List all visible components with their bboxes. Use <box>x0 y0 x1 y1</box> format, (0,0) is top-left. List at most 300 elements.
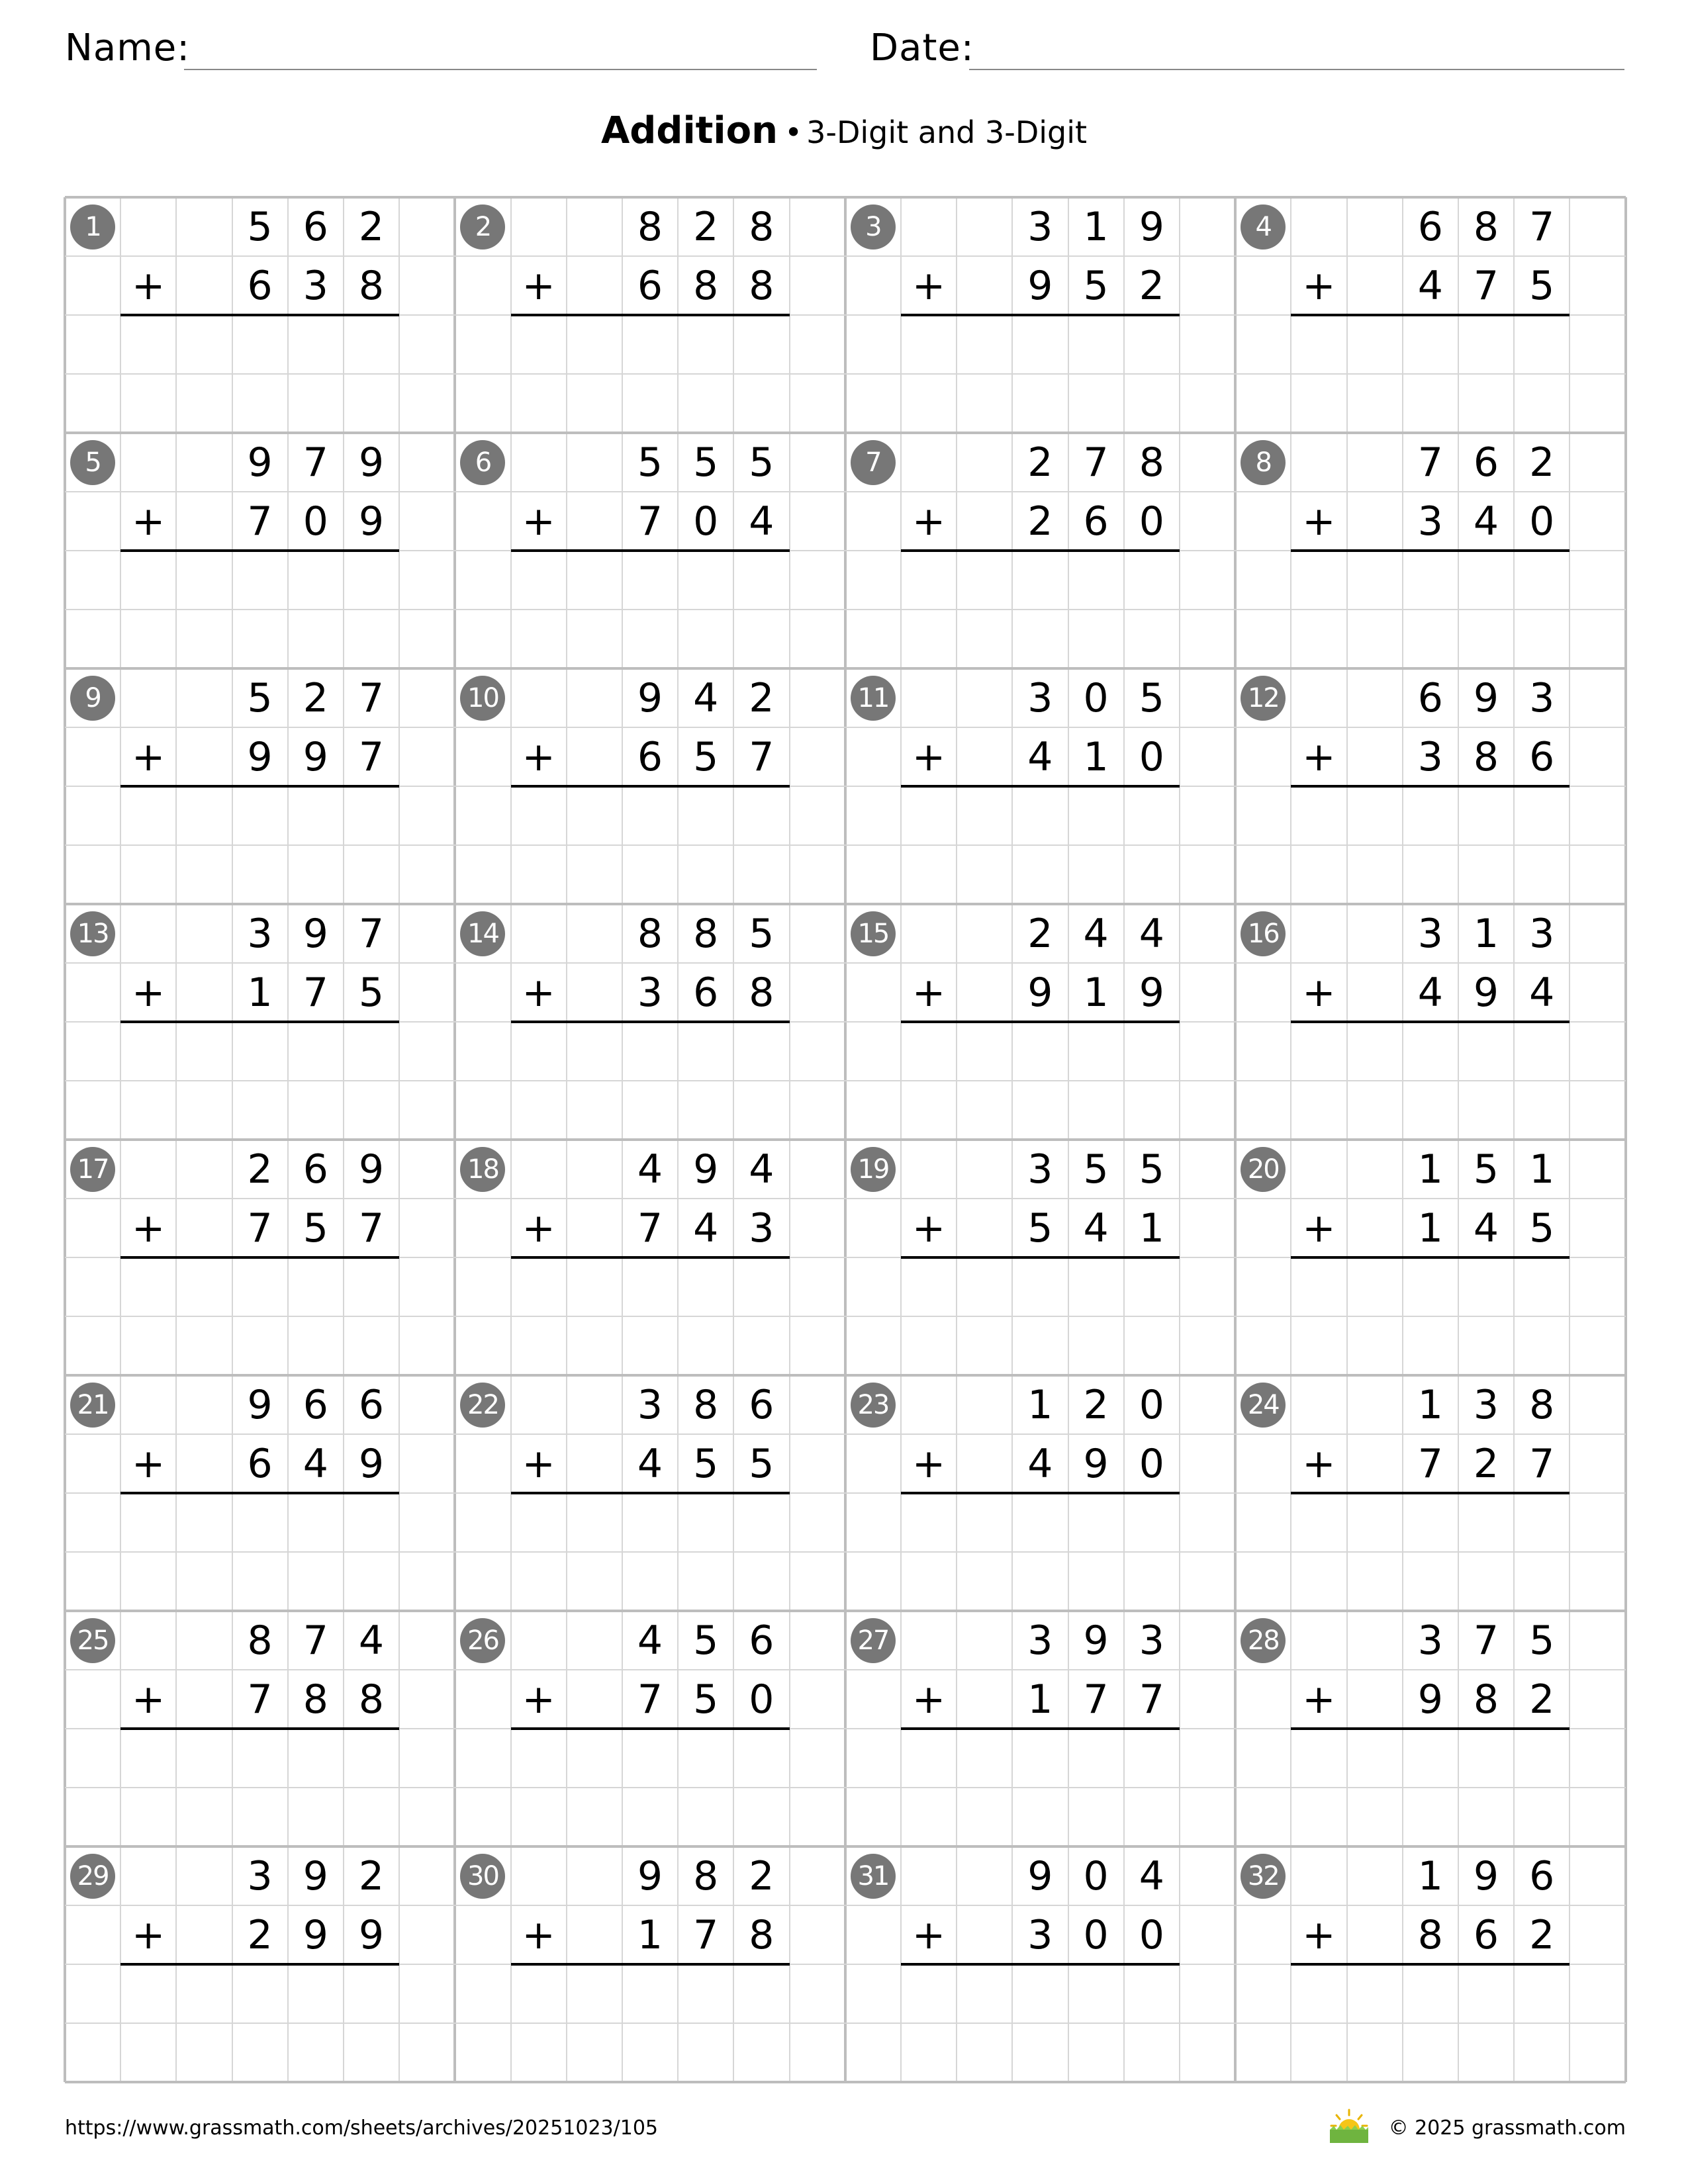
answer-cell[interactable] <box>678 1022 733 1081</box>
problem-number-badge: 31 <box>851 1854 896 1899</box>
answer-cell[interactable] <box>1403 1257 1458 1316</box>
bottom-digit: 8 <box>358 1676 385 1723</box>
top-digit: 7 <box>303 1617 328 1664</box>
footer-url: https://www.grassmath.com/sheets/archives/20251023/105 <box>65 2116 659 2140</box>
bottom-digit: 9 <box>247 734 273 780</box>
top-digit: 4 <box>1139 1853 1164 1899</box>
answer-cell[interactable] <box>1514 315 1570 374</box>
top-digit: 9 <box>247 1382 273 1428</box>
addition-problem <box>455 433 845 668</box>
top-digit: 2 <box>358 204 385 250</box>
answer-cell[interactable] <box>1068 1729 1124 1788</box>
bottom-digit: 9 <box>358 1441 385 1487</box>
answer-cell[interactable] <box>678 1964 733 2023</box>
plus-sign: + <box>1302 1676 1336 1723</box>
top-digit: 2 <box>1027 439 1053 486</box>
answer-cell[interactable] <box>1068 1257 1124 1316</box>
answer-cell[interactable] <box>288 1964 344 2023</box>
top-digit: 3 <box>247 1853 273 1899</box>
top-digit: 9 <box>1027 1853 1053 1899</box>
addition-problem <box>845 668 1235 904</box>
answer-cell[interactable] <box>176 1964 232 2023</box>
plus-sign: + <box>132 1205 165 1251</box>
answer-cell[interactable] <box>1403 551 1458 610</box>
bottom-digit: 9 <box>1473 970 1499 1016</box>
addition-problem <box>65 197 455 433</box>
plus-sign: + <box>1302 1912 1336 1958</box>
top-digit: 7 <box>1417 439 1443 486</box>
answer-cell[interactable] <box>1068 1493 1124 1552</box>
answer-cell[interactable] <box>567 315 622 374</box>
name-line[interactable] <box>184 69 817 70</box>
answer-cell[interactable] <box>1514 1729 1570 1788</box>
answer-cell[interactable] <box>1347 1493 1403 1552</box>
addition-problem <box>65 1375 455 1611</box>
top-digit: 9 <box>637 675 663 721</box>
bottom-digit: 1 <box>1417 1205 1443 1251</box>
bottom-digit: 6 <box>1083 498 1109 545</box>
top-digit: 2 <box>1529 439 1555 486</box>
answer-cell[interactable] <box>1403 1729 1458 1788</box>
answer-cell[interactable] <box>733 1729 789 1788</box>
answer-cell[interactable] <box>1124 1729 1180 1788</box>
bottom-digit: 5 <box>693 1676 719 1723</box>
answer-cell[interactable] <box>678 786 733 845</box>
bottom-digit: 8 <box>1473 734 1499 780</box>
top-digit: 3 <box>1027 1146 1053 1193</box>
answer-cell[interactable] <box>1124 1493 1180 1552</box>
answer-cell[interactable] <box>288 1729 344 1788</box>
problem-number-badge: 10 <box>460 676 505 721</box>
answer-cell[interactable] <box>1068 315 1124 374</box>
top-digit: 5 <box>247 675 273 721</box>
addition-problem <box>455 1375 845 1611</box>
top-digit: 3 <box>1529 675 1555 721</box>
problem-number-badge: 5 <box>70 440 115 485</box>
answer-cell[interactable] <box>1347 786 1403 845</box>
answer-cell[interactable] <box>622 551 678 610</box>
answer-cell[interactable] <box>176 1257 232 1316</box>
answer-cell[interactable] <box>1012 1729 1068 1788</box>
answer-cell[interactable] <box>1124 786 1180 845</box>
answer-cell[interactable] <box>1347 1022 1403 1081</box>
answer-cell[interactable] <box>733 1493 789 1552</box>
answer-cell[interactable] <box>957 1729 1012 1788</box>
answer-cell[interactable] <box>1514 551 1570 610</box>
answer-cell[interactable] <box>678 551 733 610</box>
answer-cell[interactable] <box>957 1493 1012 1552</box>
top-digit: 8 <box>637 911 663 957</box>
answer-cell[interactable] <box>344 1493 399 1552</box>
bottom-digit: 2 <box>1139 263 1164 309</box>
answer-cell[interactable] <box>344 1964 399 2023</box>
answer-cell[interactable] <box>622 1022 678 1081</box>
bottom-digit: 9 <box>1027 970 1053 1016</box>
problem-number-badge: 7 <box>851 440 896 485</box>
answer-cell[interactable] <box>1124 1964 1180 2023</box>
addition-problem <box>845 1611 1235 1846</box>
bottom-digit: 5 <box>1529 263 1555 309</box>
addition-problem <box>845 1846 1235 2082</box>
answer-cell[interactable] <box>288 315 344 374</box>
problem-number-badge: 28 <box>1241 1618 1286 1663</box>
top-digit: 6 <box>303 1146 328 1193</box>
answer-cell[interactable] <box>344 1257 399 1316</box>
bottom-digit: 6 <box>1473 1912 1499 1958</box>
top-digit: 7 <box>303 439 328 486</box>
sun-over-grass-icon <box>1327 2109 1371 2144</box>
title-subtitle: 3-Digit and 3-Digit <box>806 114 1088 150</box>
top-digit: 1 <box>1417 1146 1443 1193</box>
top-digit: 3 <box>247 911 273 957</box>
answer-cell[interactable] <box>1458 786 1514 845</box>
answer-cell[interactable] <box>957 1964 1012 2023</box>
bottom-digit: 9 <box>1027 263 1053 309</box>
top-digit: 0 <box>1083 675 1109 721</box>
answer-cell[interactable] <box>567 551 622 610</box>
answer-cell[interactable] <box>567 1493 622 1552</box>
answer-cell[interactable] <box>957 786 1012 845</box>
answer-cell[interactable] <box>344 315 399 374</box>
top-digit: 6 <box>1473 439 1499 486</box>
bottom-digit: 3 <box>749 1205 774 1251</box>
bottom-digit: 6 <box>1529 734 1555 780</box>
top-digit: 2 <box>303 675 328 721</box>
answer-cell[interactable] <box>622 786 678 845</box>
problem-number-badge: 21 <box>70 1383 115 1428</box>
top-digit: 7 <box>358 911 385 957</box>
bottom-digit: 4 <box>1417 263 1443 309</box>
answer-cell[interactable] <box>232 551 288 610</box>
answer-cell[interactable] <box>733 1257 789 1316</box>
bottom-digit: 4 <box>1473 498 1499 545</box>
top-digit: 4 <box>1139 911 1164 957</box>
answer-cell[interactable] <box>1514 1022 1570 1081</box>
answer-cell[interactable] <box>957 551 1012 610</box>
bottom-digit: 5 <box>749 1441 774 1487</box>
plus-sign: + <box>132 1912 165 1958</box>
plus-sign: + <box>132 498 165 545</box>
answer-cell[interactable] <box>288 551 344 610</box>
addition-problem <box>1235 1611 1625 1846</box>
problem-number-badge: 1 <box>70 205 115 250</box>
bottom-digit: 4 <box>693 1205 719 1251</box>
bottom-digit: 0 <box>1139 1441 1164 1487</box>
answer-cell[interactable] <box>1403 786 1458 845</box>
answer-cell[interactable] <box>1012 1257 1068 1316</box>
answer-cell[interactable] <box>1458 315 1514 374</box>
answer-cell[interactable] <box>1514 1964 1570 2023</box>
addition-problem <box>65 668 455 904</box>
problem-number-badge: 30 <box>460 1854 505 1899</box>
problem-number-badge: 4 <box>1241 205 1286 250</box>
plus-sign: + <box>1302 1205 1336 1251</box>
bottom-digit: 8 <box>1473 1676 1499 1723</box>
top-digit: 6 <box>749 1617 774 1664</box>
top-digit: 2 <box>1027 911 1053 957</box>
answer-cell[interactable] <box>1347 1964 1403 2023</box>
title-separator: • <box>784 114 803 150</box>
answer-cell[interactable] <box>1124 551 1180 610</box>
answer-cell[interactable] <box>957 1257 1012 1316</box>
top-digit: 1 <box>1027 1382 1053 1428</box>
bottom-digit: 1 <box>1083 734 1109 780</box>
top-digit: 3 <box>1027 1617 1053 1664</box>
bottom-digit: 2 <box>1529 1676 1555 1723</box>
answer-cell[interactable] <box>1124 315 1180 374</box>
answer-cell[interactable] <box>1012 1022 1068 1081</box>
top-digit: 9 <box>637 1853 663 1899</box>
answer-cell[interactable] <box>733 1022 789 1081</box>
plus-sign: + <box>1302 1441 1336 1487</box>
top-digit: 5 <box>1529 1617 1555 1664</box>
answer-cell[interactable] <box>1347 551 1403 610</box>
addition-problem <box>65 1846 455 2082</box>
top-digit: 6 <box>303 1382 328 1428</box>
answer-cell[interactable] <box>232 315 288 374</box>
answer-cell[interactable] <box>176 1493 232 1552</box>
addition-problem <box>1235 1140 1625 1375</box>
answer-cell[interactable] <box>1403 1022 1458 1081</box>
bottom-digit: 4 <box>749 498 774 545</box>
answer-cell[interactable] <box>733 315 789 374</box>
top-digit: 5 <box>1139 675 1164 721</box>
bottom-digit: 6 <box>637 734 663 780</box>
answer-cell[interactable] <box>176 1022 232 1081</box>
title-main: Addition <box>600 109 778 152</box>
answer-cell[interactable] <box>1458 1964 1514 2023</box>
answer-cell[interactable] <box>1403 315 1458 374</box>
top-digit: 7 <box>1473 1617 1499 1664</box>
addition-problem <box>455 1846 845 2082</box>
addition-problem <box>1235 904 1625 1140</box>
bottom-digit: 0 <box>1529 498 1555 545</box>
answer-cell[interactable] <box>1012 315 1068 374</box>
top-digit: 3 <box>1417 911 1443 957</box>
answer-cell[interactable] <box>678 1257 733 1316</box>
bottom-digit: 2 <box>1473 1441 1499 1487</box>
top-digit: 9 <box>358 1146 385 1193</box>
answer-cell[interactable] <box>622 1964 678 2023</box>
answer-cell[interactable] <box>176 1729 232 1788</box>
addition-problem <box>455 197 845 433</box>
bottom-digit: 7 <box>1473 263 1499 309</box>
bottom-digit: 4 <box>303 1441 328 1487</box>
answer-cell[interactable] <box>733 786 789 845</box>
problem-number-badge: 24 <box>1241 1383 1286 1428</box>
bottom-digit: 9 <box>1417 1676 1443 1723</box>
bottom-digit: 5 <box>1083 263 1109 309</box>
answer-cell[interactable] <box>567 1257 622 1316</box>
bottom-digit: 4 <box>1473 1205 1499 1251</box>
answer-cell[interactable] <box>567 786 622 845</box>
top-digit: 3 <box>1027 675 1053 721</box>
answer-cell[interactable] <box>567 1964 622 2023</box>
answer-cell[interactable] <box>678 1493 733 1552</box>
answer-cell[interactable] <box>232 1729 288 1788</box>
bottom-digit: 0 <box>1139 498 1164 545</box>
top-digit: 7 <box>1529 204 1555 250</box>
answer-cell[interactable] <box>1068 786 1124 845</box>
top-digit: 4 <box>1083 911 1109 957</box>
answer-cell[interactable] <box>678 315 733 374</box>
problem-number-badge: 2 <box>460 205 505 250</box>
bottom-digit: 3 <box>637 970 663 1016</box>
bottom-digit: 7 <box>247 1205 273 1251</box>
addition-problem <box>1235 1375 1625 1611</box>
bottom-digit: 0 <box>693 498 719 545</box>
answer-cell[interactable] <box>733 1964 789 2023</box>
answer-cell[interactable] <box>232 1493 288 1552</box>
answer-cell[interactable] <box>622 1257 678 1316</box>
answer-cell[interactable] <box>232 786 288 845</box>
answer-cell[interactable] <box>1458 1022 1514 1081</box>
answer-cell[interactable] <box>232 1964 288 2023</box>
answer-cell[interactable] <box>1458 551 1514 610</box>
top-digit: 2 <box>749 675 774 721</box>
problem-number-badge: 14 <box>460 911 505 956</box>
answer-cell[interactable] <box>622 1729 678 1788</box>
plus-sign: + <box>522 1205 555 1251</box>
top-digit: 5 <box>637 439 663 486</box>
answer-cell[interactable] <box>1124 1022 1180 1081</box>
bottom-digit: 7 <box>749 734 774 780</box>
bottom-digit: 0 <box>1139 1912 1164 1958</box>
bottom-digit: 8 <box>358 263 385 309</box>
date-line[interactable] <box>969 69 1624 70</box>
answer-cell[interactable] <box>733 551 789 610</box>
top-digit: 9 <box>358 439 385 486</box>
answer-cell[interactable] <box>1068 1964 1124 2023</box>
plus-sign: + <box>132 734 165 780</box>
top-digit: 4 <box>749 1146 774 1193</box>
answer-cell[interactable] <box>1347 1729 1403 1788</box>
date-label: Date: <box>870 26 974 69</box>
answer-cell[interactable] <box>288 786 344 845</box>
problem-number-badge: 18 <box>460 1147 505 1192</box>
answer-cell[interactable] <box>288 1022 344 1081</box>
addition-problem <box>1235 433 1625 668</box>
bottom-digit: 5 <box>1529 1205 1555 1251</box>
answer-cell[interactable] <box>176 551 232 610</box>
answer-cell[interactable] <box>622 315 678 374</box>
answer-cell[interactable] <box>1403 1493 1458 1552</box>
answer-cell[interactable] <box>1514 1493 1570 1552</box>
answer-cell[interactable] <box>344 1022 399 1081</box>
bottom-digit: 8 <box>749 263 774 309</box>
answer-cell[interactable] <box>344 1729 399 1788</box>
bottom-digit: 4 <box>1083 1205 1109 1251</box>
top-digit: 0 <box>1139 1382 1164 1428</box>
top-digit: 6 <box>1417 204 1443 250</box>
footer-copyright: © 2025 grassmath.com <box>1388 2116 1626 2140</box>
answer-cell[interactable] <box>176 786 232 845</box>
answer-cell[interactable] <box>176 315 232 374</box>
top-digit: 6 <box>358 1382 385 1428</box>
top-digit: 0 <box>1083 1853 1109 1899</box>
answer-cell[interactable] <box>1012 1493 1068 1552</box>
problem-number-badge: 11 <box>851 676 896 721</box>
top-digit: 8 <box>637 204 663 250</box>
top-digit: 3 <box>1027 204 1053 250</box>
answer-cell[interactable] <box>288 1257 344 1316</box>
top-digit: 1 <box>1473 911 1499 957</box>
bottom-digit: 6 <box>247 1441 273 1487</box>
top-digit: 5 <box>749 439 774 486</box>
top-digit: 9 <box>1083 1617 1109 1664</box>
bottom-digit: 7 <box>1529 1441 1555 1487</box>
answer-cell[interactable] <box>344 786 399 845</box>
top-digit: 8 <box>1473 204 1499 250</box>
answer-cell[interactable] <box>288 1493 344 1552</box>
answer-cell[interactable] <box>957 1022 1012 1081</box>
top-digit: 4 <box>358 1617 385 1664</box>
top-digit: 6 <box>1529 1853 1555 1899</box>
problem-number-badge: 22 <box>460 1383 505 1428</box>
answer-cell[interactable] <box>1124 1257 1180 1316</box>
answer-cell[interactable] <box>1458 1257 1514 1316</box>
bottom-digit: 0 <box>1139 734 1164 780</box>
top-digit: 9 <box>247 439 273 486</box>
plus-sign: + <box>132 1441 165 1487</box>
top-digit: 8 <box>693 1382 719 1428</box>
problem-number-badge: 26 <box>460 1618 505 1663</box>
bottom-digit: 1 <box>1139 1205 1164 1251</box>
addition-problem <box>455 668 845 904</box>
answer-cell[interactable] <box>1514 1257 1570 1316</box>
top-digit: 3 <box>1529 911 1555 957</box>
top-digit: 7 <box>1083 439 1109 486</box>
bottom-digit: 4 <box>1529 970 1555 1016</box>
answer-cell[interactable] <box>622 1493 678 1552</box>
answer-cell[interactable] <box>232 1022 288 1081</box>
answer-cell[interactable] <box>1012 1964 1068 2023</box>
answer-cell[interactable] <box>567 1729 622 1788</box>
answer-cell[interactable] <box>1514 786 1570 845</box>
bottom-digit: 3 <box>1417 734 1443 780</box>
top-digit: 2 <box>358 1853 385 1899</box>
bottom-digit: 3 <box>1027 1912 1053 1958</box>
answer-cell[interactable] <box>1068 1022 1124 1081</box>
top-digit: 2 <box>693 204 719 250</box>
answer-cell[interactable] <box>1012 786 1068 845</box>
bottom-digit: 4 <box>637 1441 663 1487</box>
answer-cell[interactable] <box>678 1729 733 1788</box>
problem-number-badge: 32 <box>1241 1854 1286 1899</box>
top-digit: 4 <box>637 1617 663 1664</box>
plus-sign: + <box>1302 263 1336 309</box>
answer-cell[interactable] <box>1347 1257 1403 1316</box>
problem-number-badge: 13 <box>70 911 115 956</box>
answer-cell[interactable] <box>1068 551 1124 610</box>
addition-problem <box>845 1140 1235 1375</box>
bottom-digit: 0 <box>303 498 328 545</box>
answer-cell[interactable] <box>957 315 1012 374</box>
answer-cell[interactable] <box>344 551 399 610</box>
bottom-digit: 9 <box>303 734 328 780</box>
bottom-digit: 3 <box>303 263 328 309</box>
bottom-digit: 7 <box>637 498 663 545</box>
answer-cell[interactable] <box>1458 1493 1514 1552</box>
answer-cell[interactable] <box>1012 551 1068 610</box>
addition-problem <box>845 197 1235 433</box>
answer-cell[interactable] <box>1458 1729 1514 1788</box>
answer-cell[interactable] <box>232 1257 288 1316</box>
bottom-digit: 2 <box>1027 498 1053 545</box>
answer-cell[interactable] <box>1403 1964 1458 2023</box>
answer-cell[interactable] <box>567 1022 622 1081</box>
answer-cell[interactable] <box>1347 315 1403 374</box>
